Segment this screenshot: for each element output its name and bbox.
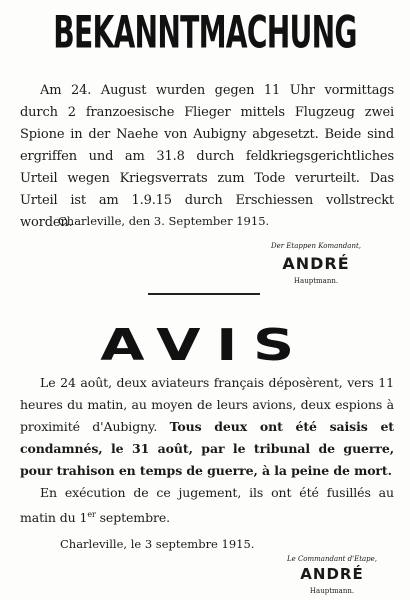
french-execution-superscript: er — [87, 510, 96, 519]
french-execution-part1: En exécution de ce jugement, ils ont été fusillés au matin du 1 — [20, 485, 394, 526]
french-announcement-text — [20, 372, 394, 482]
french-place-date: Charleville, le 3 septembre 1915. — [60, 537, 255, 551]
german-commander-title: Der Etappen Komandant, — [270, 242, 362, 250]
german-commander-rank: Hauptmann. — [293, 277, 339, 285]
french-announcement-plain: Le 24 août, deux aviateurs français déposèrent, vers 11 heures du matin, au moyen de leurs avions, deux espions à proximité d'Aubigny. — [20, 375, 394, 434]
french-execution-part2: septembre. — [95, 510, 171, 526]
section-divider — [148, 293, 260, 295]
french-execution-text — [20, 482, 394, 529]
french-commander-title: Le Commandant d'Etape, — [286, 555, 378, 563]
german-place-date: Charleville, den 3. September 1915. — [58, 214, 270, 228]
french-commander-rank: Hauptmann. — [309, 587, 355, 595]
german-commander-name: ANDRÉ — [282, 254, 350, 273]
french-commander-name: ANDRÉ — [300, 565, 364, 583]
french-headline: AVIS — [100, 320, 310, 371]
german-headline: BEKANNTMACHUNG — [53, 6, 357, 58]
german-announcement-text: Am 24. August wurden gegen 11 Uhr vormittags durch 2 franzoesische Flieger mittels Flugzeug zwei Spione in der Naehe von Aubigny abgesetzt. Beide sind ergriffen und am 31.8 durch feldkriegsgerichtliches Urteil wegen Kriegsverrats zum Tode verurteilt. Das Urteil ist am 1.9.15 durch Erschiessen vollstreckt worden. — [20, 83, 394, 230]
french-announcement-bold: Tous deux ont été saisis et condamnés, le 31 août, par le tribunal de guerre, pour trahison en temps de guerre, à la peine de mort. — [20, 419, 394, 478]
